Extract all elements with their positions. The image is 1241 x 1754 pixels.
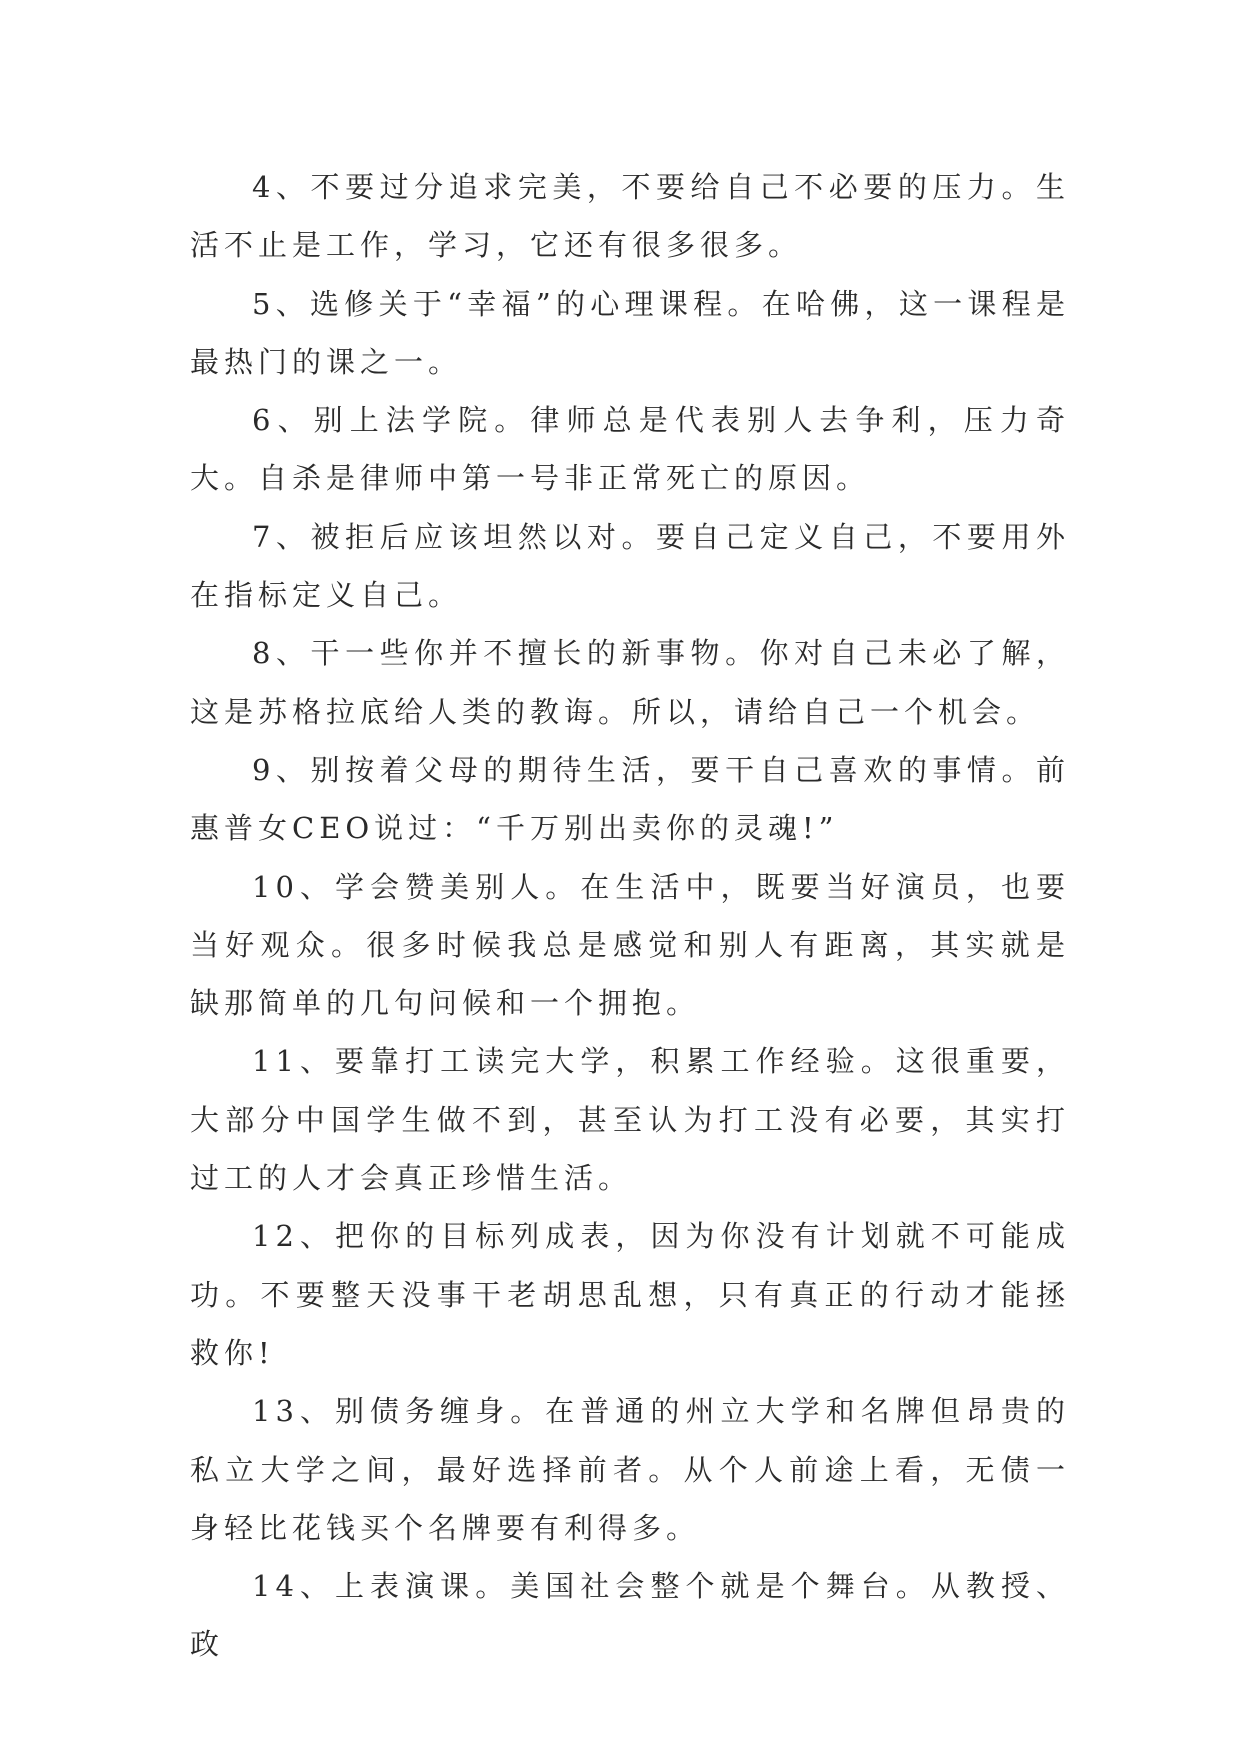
paragraph-8: 8、干一些你并不擅长的新事物。你对自己未必了解，这是苏格拉底给人类的教诲。所以，请给自己一个机会。 — [190, 636, 1070, 729]
paragraph-4: 4、不要过分追求完美，不要给自己不必要的压力。生活不止是工作，学习，它还有很多很多。 — [190, 170, 1070, 263]
paragraph-10: 10、学会赞美别人。在生活中，既要当好演员，也要当好观众。很多时候我总是感觉和别人有距离，其实就是缺那简单的几句问候和一个拥抱。 — [190, 869, 1070, 1021]
paragraph-6: 6、别上法学院。律师总是代表别人去争利，压力奇大。自杀是律师中第一号非正常死亡的原因。 — [190, 403, 1070, 496]
paragraph-12: 12、把你的目标列成表，因为你没有计划就不可能成功。不要整天没事干老胡思乱想，只有真正的行动才能拯救你! — [190, 1219, 1070, 1370]
paragraph-11: 11、要靠打工读完大学，积累工作经验。这很重要，大部分中国学生做不到，甚至认为打工没有必要，其实打过工的人才会真正珍惜生活。 — [190, 1044, 1070, 1196]
paragraph-5: 5、选修关于“幸福”的心理课程。在哈佛，这一课程是最热门的课之一。 — [190, 286, 1070, 379]
paragraph-9: 9、别按着父母的期待生活，要干自己喜欢的事情。前惠普女CEO说过：“千万别出卖你的灵魂!” — [190, 752, 1070, 846]
paragraph-14: 14、上表演课。美国社会整个就是个舞台。从教授、政 — [190, 1569, 1070, 1662]
document-body — [190, 158, 1070, 1674]
paragraph-7: 7、被拒后应该坦然以对。要自己定义自己，不要用外在指标定义自己。 — [190, 519, 1070, 613]
paragraph-13: 13、别债务缠身。在普通的州立大学和名牌但昂贵的私立大学之间，最好选择前者。从个人前途上看，无债一身轻比花钱买个名牌要有利得多。 — [190, 1394, 1070, 1545]
